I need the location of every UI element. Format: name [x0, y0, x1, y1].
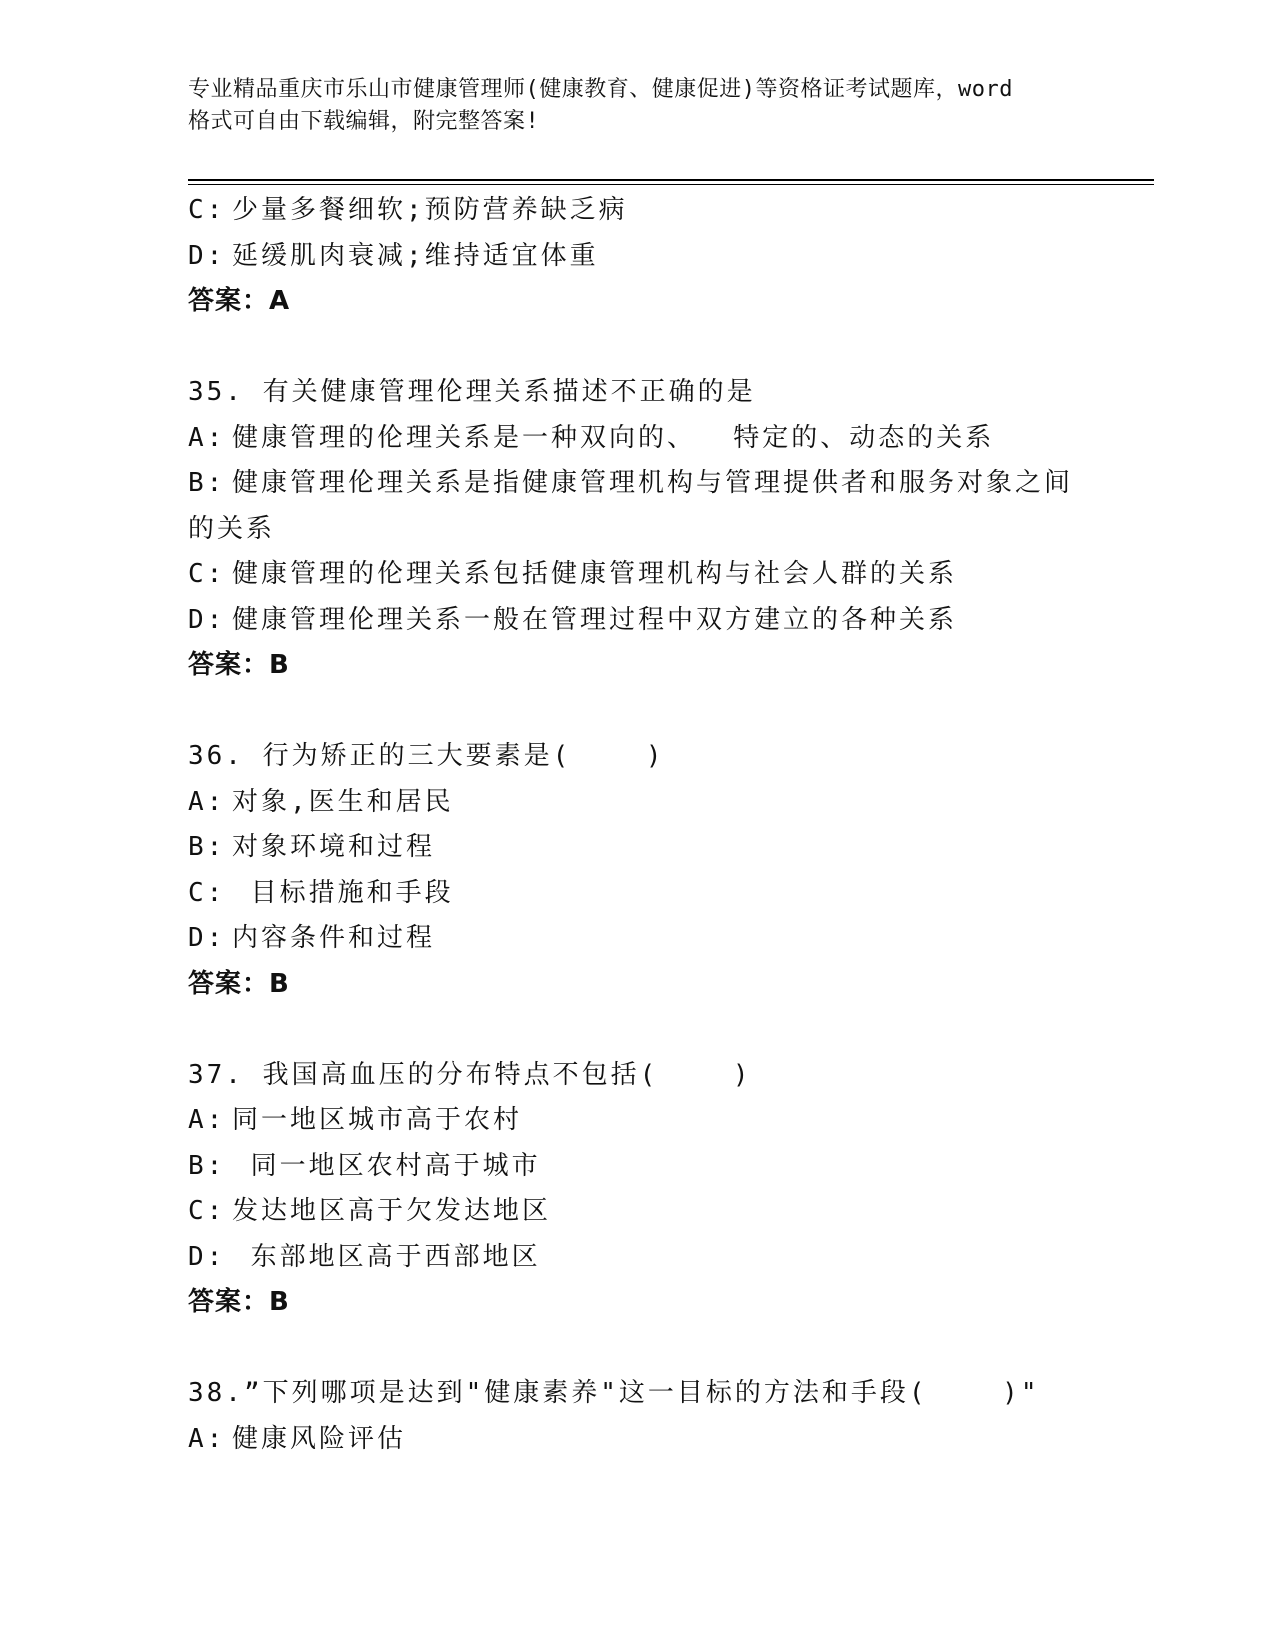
answer-line: 答案：A	[188, 286, 291, 316]
question-36	[188, 734, 1148, 1007]
question-stem: 36. 行为矫正的三大要素是( )	[188, 741, 665, 771]
option-label: B:	[188, 1150, 226, 1181]
option-b	[188, 1144, 1148, 1190]
document-header	[188, 74, 1088, 138]
option-label: D:	[188, 1241, 226, 1272]
question-35	[188, 370, 1148, 689]
option-label: D:	[188, 923, 226, 953]
option-text: 同一地区农村高于城市	[232, 1150, 541, 1181]
answer-line: 答案：B	[188, 1287, 290, 1317]
option-a	[188, 1417, 1148, 1463]
option-d	[188, 234, 1148, 280]
question-stem: 35. 有关健康管理伦理关系描述不正确的是	[188, 377, 756, 407]
option-d	[188, 916, 1148, 962]
option-a	[188, 780, 1148, 826]
answer-line: 答案：B	[188, 650, 290, 680]
option-a	[188, 416, 1148, 462]
option-c	[188, 552, 1148, 598]
option-label: B:	[188, 832, 226, 862]
option-label: A:	[188, 786, 226, 817]
option-text: 同一地区城市高于农村	[232, 1105, 523, 1135]
option-text: 东部地区高于西部地区	[232, 1241, 541, 1272]
option-text: 健康管理的伦理关系包括健康管理机构与社会人群的关系	[232, 559, 958, 589]
option-text: 内容条件和过程	[232, 923, 436, 953]
option-text: 对象环境和过程	[232, 832, 436, 862]
option-text: 对象,医生和居民	[232, 786, 454, 817]
option-c	[188, 871, 1148, 917]
option-text: 健康管理伦理关系是指健康管理机构与管理提供者和服务对象之间	[232, 468, 1074, 498]
option-text: 健康风险评估	[232, 1423, 407, 1454]
option-text: 少量多餐细软;预防营养缺乏病	[232, 195, 628, 225]
option-label: A:	[188, 1105, 226, 1135]
spacer	[188, 689, 1148, 735]
option-label: A:	[188, 422, 226, 453]
option-label: C:	[188, 1196, 226, 1226]
question-stem: 38.”下列哪项是达到"健康素养"这一目标的方法和手段( )"	[188, 1378, 1040, 1408]
option-label: C:	[188, 877, 226, 908]
header-divider-thick	[188, 179, 1154, 181]
option-b	[188, 825, 1148, 871]
option-b	[188, 461, 1148, 507]
option-b-continuation: 的关系	[188, 513, 276, 544]
header-line-1: 专业精品重庆市乐山市健康管理师(健康教育、健康促进)等资格证考试题库，word	[188, 77, 1013, 102]
spacer	[188, 325, 1148, 371]
option-label: B:	[188, 468, 226, 498]
question-continuation	[188, 188, 1148, 325]
option-text: 健康管理伦理关系一般在管理过程中双方建立的各种关系	[232, 604, 958, 635]
question-list	[188, 188, 1148, 1462]
option-label: A:	[188, 1423, 226, 1454]
option-text: 发达地区高于欠发达地区	[232, 1196, 552, 1226]
option-d	[188, 1235, 1148, 1281]
answer-line: 答案：B	[188, 968, 290, 999]
option-c	[188, 1189, 1148, 1235]
header-line-2: 格式可自由下载编辑，附完整答案!	[188, 109, 540, 134]
option-text: 目标措施和手段	[232, 877, 454, 908]
option-a	[188, 1098, 1148, 1144]
option-text: 延缓肌肉衰减;维持适宜体重	[232, 240, 599, 271]
question-37	[188, 1053, 1148, 1326]
header-divider-thin	[188, 184, 1154, 185]
spacer	[188, 1326, 1148, 1372]
option-label: C:	[188, 559, 226, 589]
question-38	[188, 1371, 1148, 1462]
option-text: 健康管理的伦理关系是一种双向的、 特定的、动态的关系	[232, 422, 995, 453]
question-stem: 37. 我国高血压的分布特点不包括( )	[188, 1059, 752, 1090]
option-c	[188, 188, 1148, 234]
option-label: D:	[188, 240, 226, 271]
option-d	[188, 598, 1148, 644]
spacer	[188, 1007, 1148, 1053]
option-label: C:	[188, 195, 226, 225]
option-label: D:	[188, 604, 226, 635]
